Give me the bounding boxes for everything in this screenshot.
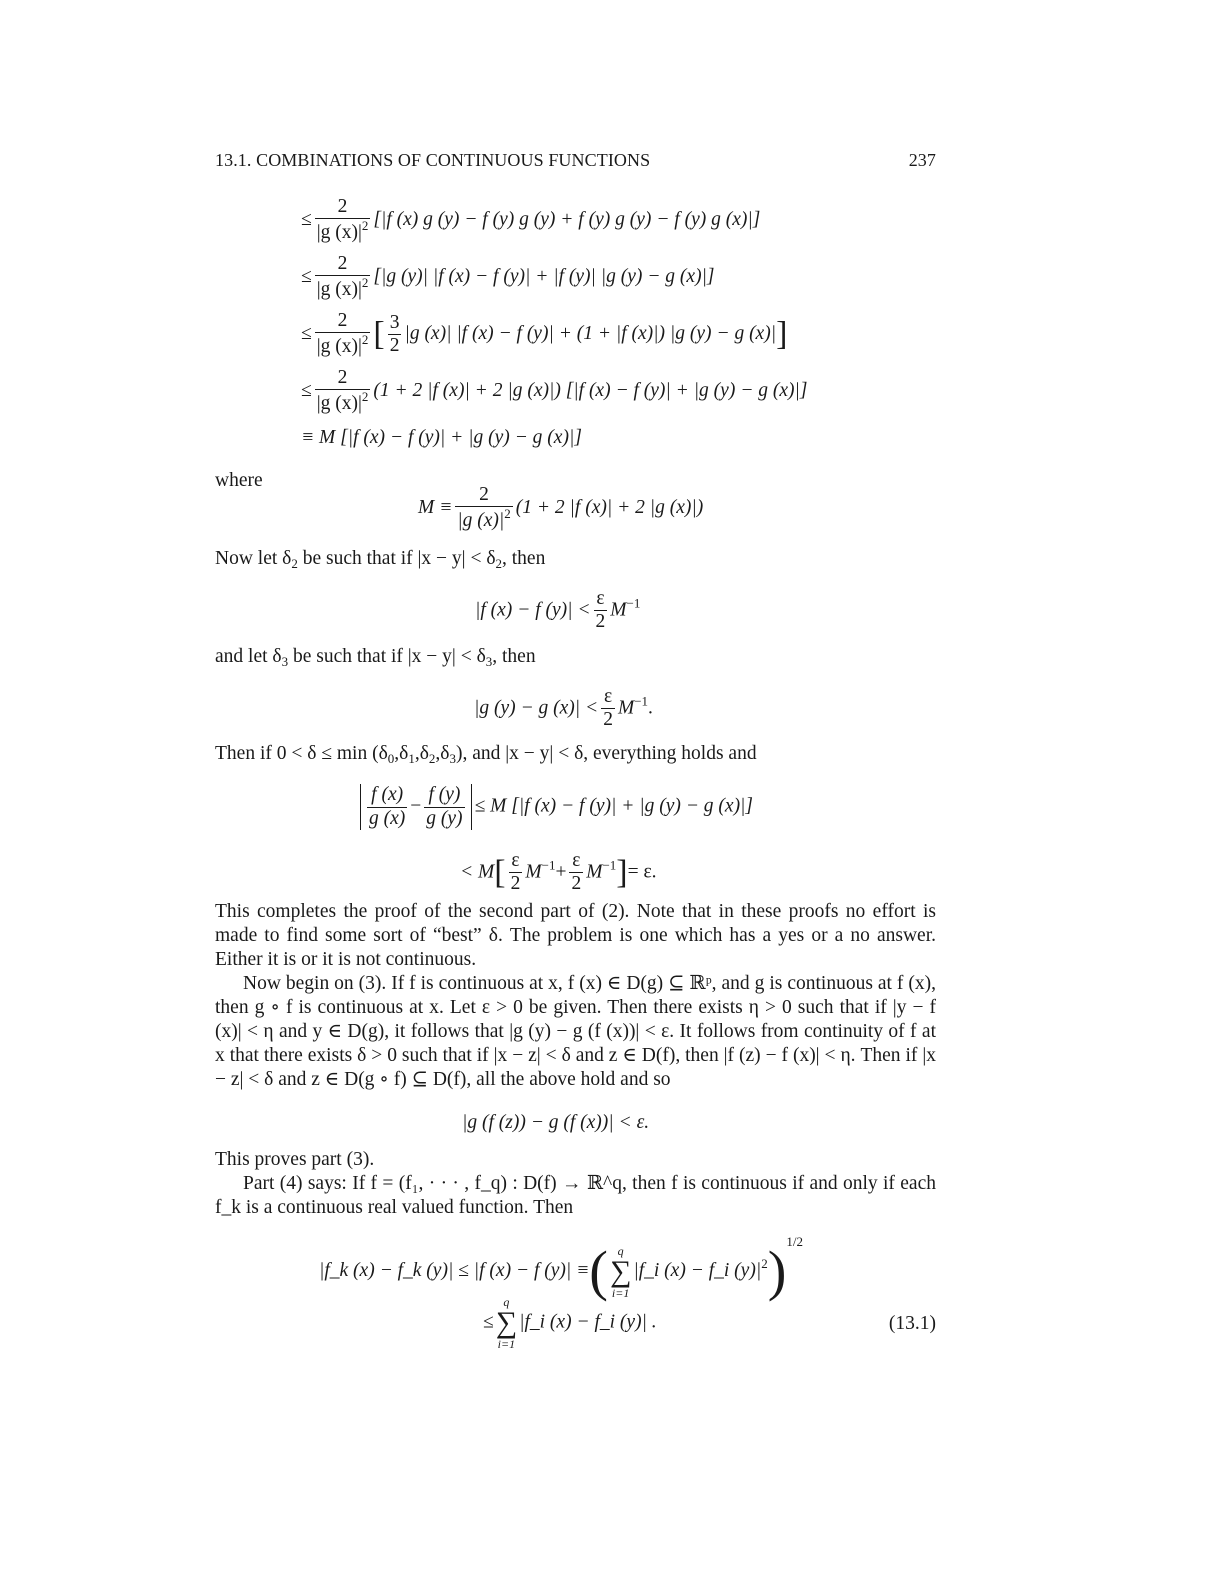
paragraph-part-4: Part (4) says: If f = (f₁, · · · , f_q) : D(f) → ℝ^q, then f is continuous if and only if each f_k is a continuous real valued function. Then [215, 1173, 936, 1218]
equation-line-2: ≤ $\frac{2}{|g (x)|^2}$ [|g (y)| |f (x) − f (y)| + |f (y)| |g (y) − g (x)|] [301, 253, 715, 301]
paragraph-part-3: Now begin on (3). If f is continuous at x, f (x) ∈ D(g) ⊆ ℝᵖ, and g is continuous at f (x), then g ∘ f is continuous at x. Let ε > 0 be given. Then there exists η > 0 such that if |y − f (x)| < η and y ∈ D(g), it follows that |g (y) − g (f (x))| < ε. It follows from continuity of f at x that there exists δ > 0 such that if |x − z| < δ and z ∈ D(f), then |f (z) − f (x)| < η. Then if |x − z| < δ and z ∈ D(g ∘ f) ⊆ D(f), all the above hold and so [215, 973, 936, 1090]
equation-line-4: ≤ $\frac{2}{|g (x)|^2}$ (1 + 2 |f (x)| + 2 |g (x)|) [|f (x) − f (y)| + |g (y) − g (x)|] [301, 367, 808, 415]
component-bound-line-1: |f_k (x) − f_k (y)| ≤ |f (x) − f (y)| ≡( q ∑ i=1 |f_i (x) − f_i $(y)|^2)^{1/2}$ [319, 1234, 803, 1303]
final-bound: < M[ $\frac{\varepsilon}{2}$ $M^{-1}+$ $\frac{\varepsilon}{2}$ $M^{-1}]= \varepsilon$. [460, 850, 657, 895]
ineq-g: |g (y) − g (x)| < $\frac{\varepsilon}{2}$ $M^{-1}$. [474, 686, 653, 731]
equation-number: (13.1) [888, 1313, 936, 1334]
and-let-delta3: and let $\delta_3$ be such that if $|x - y| < \delta_3$, then [215, 646, 536, 669]
equation-line-5: ≡ M [|f (x) − f (y)| + |g (y) − g (x)|] [301, 427, 582, 448]
composition-inequality: |g (f (z)) − g (f (x))| < ε. [462, 1112, 650, 1133]
running-header [215, 150, 936, 171]
where-text: where [215, 470, 263, 491]
component-bound-line-2: ≤ q ∑ i=1 |f_i (x) − f_i (y)| . [483, 1295, 657, 1351]
page-number: 237 [908, 150, 936, 170]
quotient-bound: $\frac{f (x)}{g (x)}$ − $\frac{f (y)}{g (y)}$ ≤ M [|f (x) − f (y)| + |g (y) − g (x)|] [357, 784, 753, 830]
equation-line-3: ≤ $\frac{2}{|g (x)|^2}$ [ $\frac{3}{2}$ |g (x)| |f (x) − f (y)| + (1 + |f (x)|) |g (y) − g (x)|] [301, 310, 788, 358]
then-if-delta: Then if $0 < \delta \le \min (\delta_0,\delta_1,\delta_2,\delta_3)$, and |x − y| < δ, everything holds and [215, 743, 757, 766]
ineq-f: |f (x) − f (y)| < $\frac{\varepsilon}{2}$ $M^{-1}$ [475, 588, 641, 633]
section-title: 13.1. COMBINATIONS OF CONTINUOUS FUNCTIONS [215, 150, 651, 170]
proves-part-3: This proves part (3). [215, 1149, 375, 1170]
now-let-delta2: Now let $\delta_2$ be such that if $|x - y| < \delta_2$, then [215, 548, 546, 571]
paragraph-second-part: This completes the proof of the second part of (2). Note that in these proofs no effort is made to find some sort of “best” δ. The problem is one which has a yes or a no answer. Either it is or it is not continuous. [215, 901, 936, 970]
equation-line-1: ≤ $\frac{2}{|g (x)|^2}$ [|f (x) g (y) − f (y) g (y) + f (y) g (y) − f (y) g (x)|] [301, 196, 761, 244]
m-definition: M ≡ $\frac{2}{|g (x)|^2}$ (1 + 2 |f (x)| + 2 |g (x)|) [418, 484, 704, 532]
